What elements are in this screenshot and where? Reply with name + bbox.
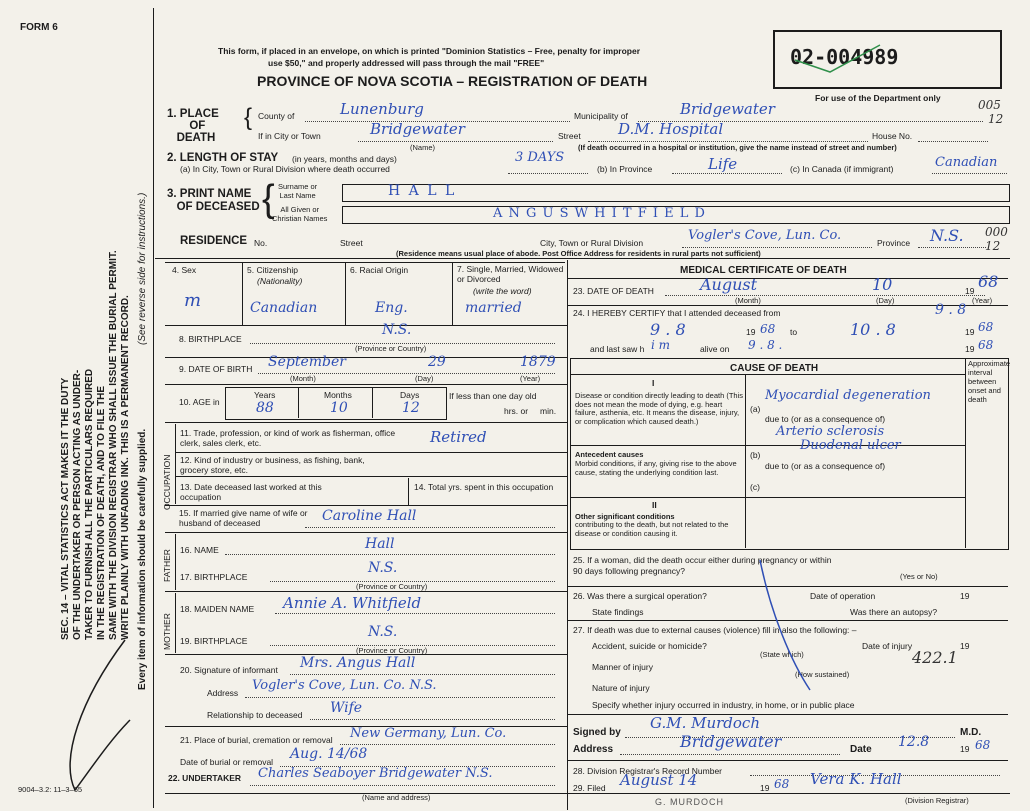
stay-province-value: Life [708,155,738,173]
green-check-mark [795,45,880,72]
age-months: 10 [330,400,348,416]
dept-code-4: 12 [985,239,1001,253]
father-name-value: Hall [365,536,395,552]
postal-notice-1: This form, if placed in an envelope, on which is printed "Dominion Statistics – Free, penalty for improper [218,46,641,56]
burial-date-value: Aug. 14/68 [290,746,368,762]
occupation-side-label: OCCUPATION [162,454,172,510]
certificate-date: 12.8 [898,734,930,750]
undertaker-value: Charles Seaboyer Bridgewater N.S. [258,766,493,781]
age-days: 12 [402,400,420,416]
blue-check-stroke [760,560,810,690]
street-value: D.M. Hospital [618,120,724,138]
burial-place-value: New Germany, Lun. Co. [350,726,507,741]
informant-address: Vogler's Cove, Lun. Co. N.S. [252,678,437,693]
alive-on-value: 9 . 8 . [748,338,783,352]
informant-signature: Mrs. Angus Hall [300,655,416,671]
death-month: August [700,275,758,294]
death-day: 10 [872,275,893,294]
dob-day: 29 [428,354,446,370]
stay-canada-value: Canadian [935,155,998,170]
form-title: PROVINCE OF NOVA SCOTIA – REGISTRATION OF DEATH [257,73,648,89]
medical-certificate-header: MEDICAL CERTIFICATE OF DEATH [680,265,847,276]
father-birthplace-value: N.S. [368,560,398,576]
residence-city-value: Vogler's Cove, Lun. Co. [688,228,842,243]
filed-date: August 14 [620,771,698,789]
mother-side-label: MOTHER [162,613,172,650]
surname-value: H A L L [388,183,457,199]
print-code: 9004–3.2: 11–3–65 [18,785,83,794]
citizenship-value: Canadian [250,300,318,316]
surname-label: Surname or Last Name [278,182,318,200]
registrar-signature: Vera K. Hall [810,770,902,788]
print-name-label: 3. PRINT NAME OF DECEASED [167,188,260,213]
mother-birthplace-value: N.S. [368,624,398,640]
residence-province-value: N.S. [930,226,964,245]
place-of-death-label: 1. PLACE OF DEATH [167,108,219,144]
margin-scribble-mark [70,640,130,790]
see-reverse-note: (See reverse side for instructions.) [137,192,148,345]
birthplace-value: N.S. [382,322,412,338]
cause-a2-value: Arterio sclerosis [776,424,885,439]
age-years: 88 [256,400,274,416]
form-number: FORM 6 [20,22,58,33]
spouse-value: Caroline Hall [322,508,417,524]
dept-code-2: 12 [988,112,1004,126]
attended-from: 9 . 8 [650,320,686,339]
relationship-value: Wife [330,700,363,716]
dept-code-1: 005 [978,98,1001,112]
registration-number: 02-004989 [790,45,899,69]
mother-maiden-value: Annie A. Whitfield [283,594,422,612]
dob-month: September [268,354,346,370]
given-names-label: All Given or Christian Names [272,205,328,223]
sex-value: m [184,290,202,311]
every-item-note: Every item of information should be carefully supplied. [137,428,148,690]
stay-city-value: 3 DAYS [515,150,565,165]
occupation-value: Retired [430,428,487,446]
disease-code: 422.1 [912,648,958,667]
dob-year: 1879 [520,354,556,370]
marital-status-value: married [465,300,522,316]
father-side-label: FATHER [162,549,172,582]
county-value: Lunenburg [340,100,424,118]
physician-stamp: G. MURDOCH [655,797,724,807]
dept-use-label: For use of the Department only [815,93,941,103]
given-names-value: A N G U S W H I T F I E L D [493,206,706,221]
attended-to: 10 . 8 [850,320,896,339]
cause-a-value: Myocardial degeneration [765,388,931,403]
city-value: Bridgewater [370,120,465,138]
physician-address: Bridgewater [680,732,782,751]
attended-from-1: 9 . 8 [935,302,967,318]
cause-of-death-header: CAUSE OF DEATH [730,363,819,374]
municipality-value: Bridgewater [680,100,775,118]
cause-b-value: Duodenal ulcer [800,438,901,453]
death-year: 68 [978,272,999,291]
racial-origin-value: Eng. [375,300,408,316]
postal-notice-2: use $50," and properly addressed will pass through the mail "FREE" [268,58,545,68]
dept-code-3: 000 [985,225,1008,239]
physician-signature: G.M. Murdoch [650,714,760,732]
